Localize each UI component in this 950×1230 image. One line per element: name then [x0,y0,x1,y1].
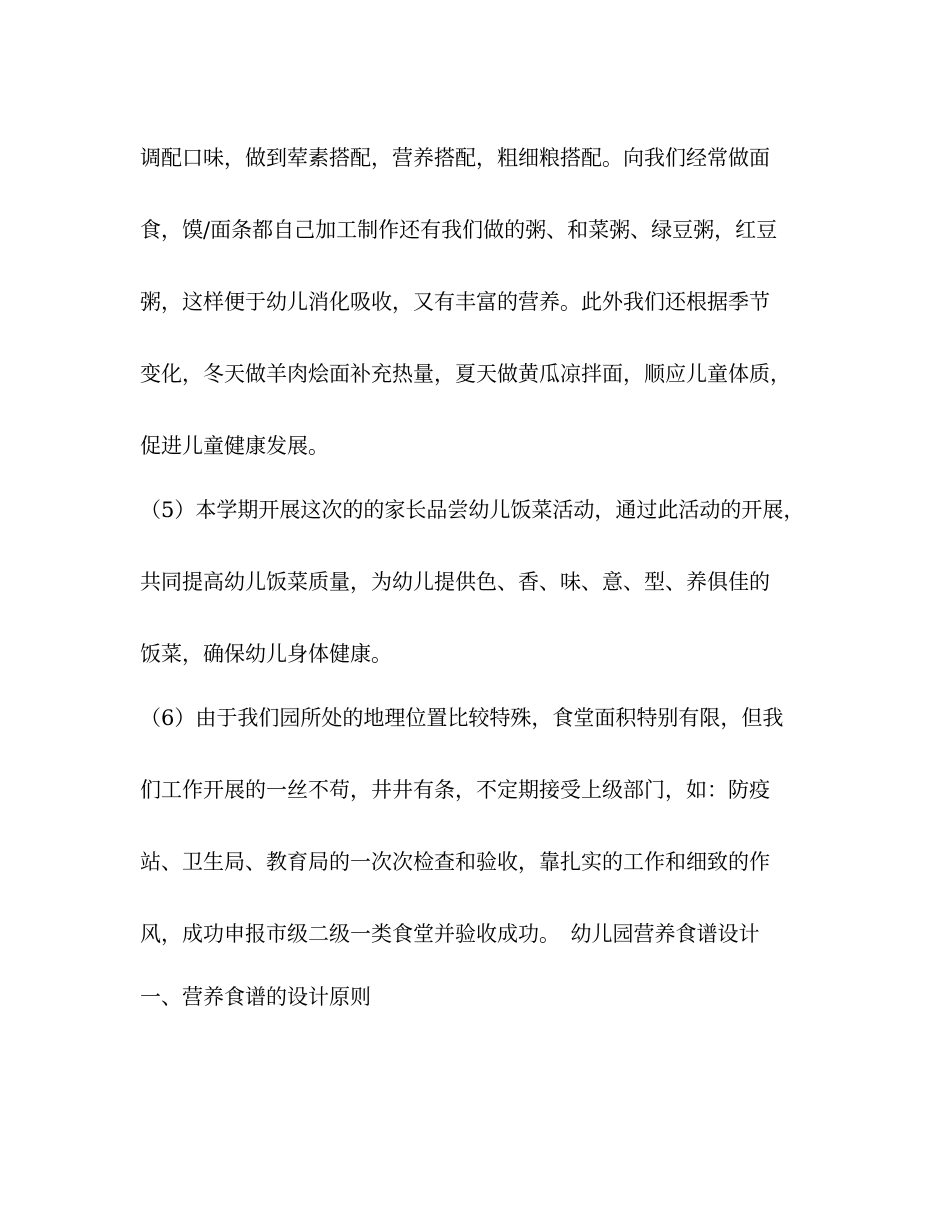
paragraph-line: 饭菜，确保幼儿身体健康。 [140,642,392,666]
paragraph-line: 们工作开展的一丝不苟，井井有条，不定期接受上级部门，如：防疫 [140,778,770,802]
paragraph-line: 促进儿童健康发展。 [140,434,329,458]
paragraph-line: 变化，冬天做羊肉烩面补充热量，夏天做黄瓜凉拌面，顺应儿童体质， [140,362,791,386]
section-heading: 一、营养食谱的设计原则 [140,985,371,1009]
paragraph-line: 站、卫生局、教育局的一次次检查和验收，靠扎实的工作和细致的作 [140,850,770,874]
paragraph-line: （6）由于我们园所处的地理位置比较特殊，食堂面积特别有限，但我 [140,706,784,730]
paragraph-line: 风，成功申报市级二级一类食堂并验收成功。 幼儿园营养食谱设计 [140,922,760,946]
paragraph-line: 调配口味，做到荤素搭配，营养搭配，粗细粮搭配。向我们经常做面 [140,146,770,170]
paragraph-line: 共同提高幼儿饭菜质量，为幼儿提供色、香、味、意、型、养俱佳的 [140,570,770,594]
paragraph-line: （5）本学期开展这次的的家长品尝幼儿饭菜活动，通过此活动的开展， [140,498,805,522]
paragraph-line: 食，馍/面条都自己加工制作还有我们做的粥、和菜粥、绿豆粥，红豆 [140,218,778,242]
paragraph-line: 粥，这样便于幼儿消化吸收，又有丰富的营养。此外我们还根据季节 [140,290,770,314]
